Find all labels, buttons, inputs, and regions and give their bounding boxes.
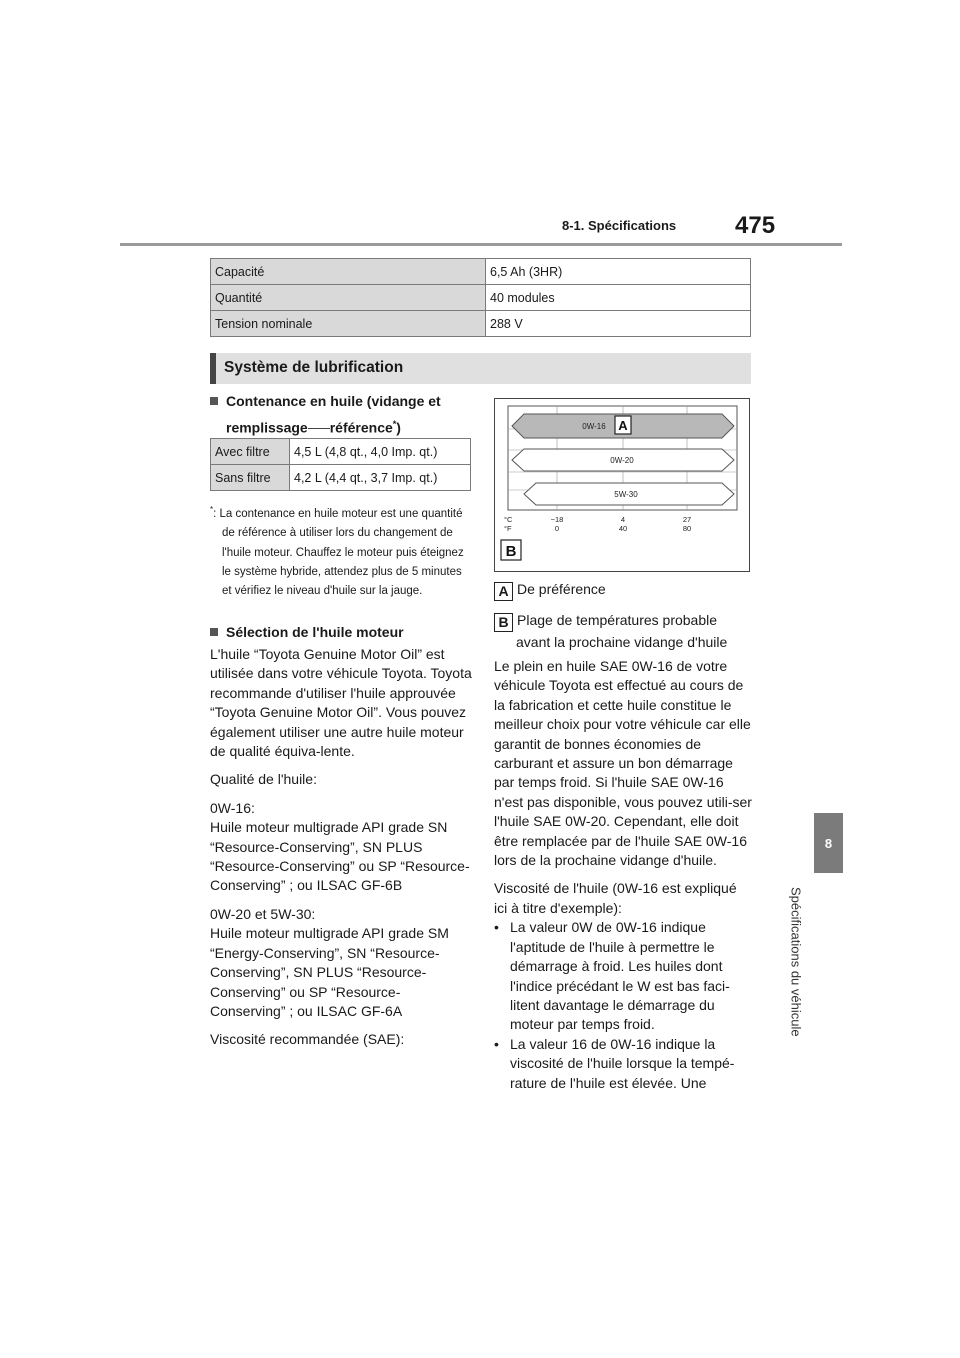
- legend-b: [494, 610, 752, 653]
- paragraph: Qualité de l'huile:: [210, 771, 317, 788]
- footnote-star: *: [392, 419, 397, 429]
- legend-text: De préférence: [517, 581, 606, 597]
- unit-fahrenheit: °F: [504, 524, 512, 533]
- tick-celsius: 4: [620, 515, 626, 524]
- footnote: [210, 500, 472, 602]
- marker-a: A: [618, 418, 628, 433]
- legend-text: Plage de températures probable avant la prochaine vidange d'huile: [516, 612, 728, 650]
- arrow-label: 0W-20: [610, 456, 634, 465]
- oil-selection-heading: [210, 623, 472, 642]
- tick-celsius: 27: [682, 515, 692, 524]
- dash-rule: [308, 428, 330, 429]
- table-key: Tension nominale: [211, 311, 486, 337]
- table-row: [211, 465, 471, 491]
- viscosity-diagram: [494, 398, 750, 572]
- grade-body: Huile moteur multigrade API grade SM “Energy-Conserving”, SN “Resource-Conserving”, SN PLUS “Resource-Conserving” ou SP “Resource-Conserving” ; ou ILSAC GF-6A: [210, 925, 449, 1019]
- chapter-tab-label: Spécifications du véhicule: [788, 887, 804, 1037]
- marker-b: B: [505, 543, 517, 560]
- bullet-square-icon: [210, 397, 218, 405]
- table-key: Quantité: [211, 285, 486, 311]
- table-value: 4,2 L (4,4 qt., 3,7 Imp. qt.): [290, 465, 471, 491]
- paragraph: [210, 799, 472, 896]
- list-item: • La valeur 0W de 0W-16 indique l'aptitude de l'huile à permettre le démarrage à froid. Les huiles dont l'indice précédant le W est bas faci-litent davantage le démarrage du moteur par temps froid.: [494, 918, 752, 1034]
- legend-badge-b: B: [494, 613, 513, 632]
- unit-celsius: °C: [504, 515, 513, 524]
- oil-selection-body: [210, 645, 472, 1050]
- tick-fahrenheit: 80: [682, 524, 692, 533]
- table-row: [211, 311, 751, 337]
- heading-text: Contenance en huile (vidange et: [226, 393, 441, 409]
- paragraph: Viscosité de l'huile (0W-16 est expliqué ici à titre d'exemple):: [494, 880, 737, 916]
- heading-text: ): [396, 419, 401, 436]
- table-row: [211, 439, 471, 465]
- table-value: 6,5 Ah (3HR): [486, 259, 751, 285]
- table-value: 40 modules: [486, 285, 751, 311]
- table-row: [211, 285, 751, 311]
- legend-a: [494, 580, 752, 601]
- tick-fahrenheit: 0: [554, 524, 560, 533]
- paragraph: L'huile “Toyota Genuine Motor Oil” est utilisée dans votre véhicule Toyota. Toyota recommande d'utiliser l'huile approuvée “Toyota Genuine Motor Oil”. Vous pouvez également utiliser une autre huile moteur de qualité équiva-lente.: [210, 646, 472, 760]
- table-row: [211, 259, 751, 285]
- battery-spec-table: [210, 258, 751, 337]
- table-key: Capacité: [211, 259, 486, 285]
- footnote-text: : La contenance en huile moteur est une quantité de référence à utiliser lors du changement de l'huile moteur. Chauffez le moteur puis éteignez le système hybride, attendez plus de 5 minutes et vérifiez le niveau d'huile sur la jauge.: [213, 507, 464, 598]
- arrow-label: 5W-30: [614, 490, 638, 499]
- bullet-square-icon: [210, 628, 218, 636]
- paragraph: Viscosité recommandée (SAE):: [210, 1031, 405, 1048]
- legend-badge-a: A: [494, 582, 513, 601]
- tick-celsius: −18: [550, 515, 564, 524]
- chapter-tab[interactable]: 8: [814, 813, 843, 873]
- oil-capacity-heading: [210, 392, 472, 438]
- paragraph: Le plein en huile SAE 0W-16 de votre véhicule Toyota est effectué au cours de la fabrication et cette huile constitue le meilleur choix pour votre véhicule car elle garantit de bonnes économies de carburant et assure un bon démarrage par temps froid. Si l'huile SAE 0W-16 n'est pas disponible, vous pouvez utili-ser l'huile SAE 0W-20. Cependant, elle doit être remplacée par de l'huile SAE 0W-16 lors de la prochaine vidange d'huile.: [494, 658, 752, 869]
- chapter-tab-label-box: [786, 887, 806, 1147]
- table-key: Avec filtre: [211, 439, 290, 465]
- footnote-star: *: [210, 505, 214, 514]
- heading-text: remplissage: [226, 419, 308, 436]
- grade-title: 0W-20 et 5W-30:: [210, 905, 316, 922]
- section-header: 8-1. Spécifications: [562, 218, 677, 233]
- grade-title: 0W-16:: [210, 799, 255, 816]
- list-item: • La valeur 16 de 0W-16 indique la viscosité de l'huile lorsque la tempé-rature de l'huile est élevée. Une: [494, 1035, 752, 1093]
- grade-body: Huile moteur multigrade API grade SN “Resource-Conserving”, SN PLUS “Resource-Conserving” ou SP “Resource-Conserving” ; ou ILSAC GF-6B: [210, 819, 470, 894]
- heading-text: référence: [329, 419, 393, 436]
- page-number: 475: [735, 212, 776, 239]
- header-rule: [120, 243, 842, 246]
- right-column-body: [494, 657, 752, 1093]
- table-value: 288 V: [486, 311, 751, 337]
- tick-fahrenheit: 40: [618, 524, 628, 533]
- table-value: 4,5 L (4,8 qt., 4,0 Imp. qt.): [290, 439, 471, 465]
- oil-capacity-table: [210, 438, 471, 491]
- section-title: Système de lubrification: [224, 359, 404, 376]
- paragraph: [210, 905, 472, 1021]
- arrow-label: 0W-16: [582, 422, 606, 431]
- heading-text: Sélection de l'huile moteur: [226, 624, 404, 640]
- table-key: Sans filtre: [211, 465, 290, 491]
